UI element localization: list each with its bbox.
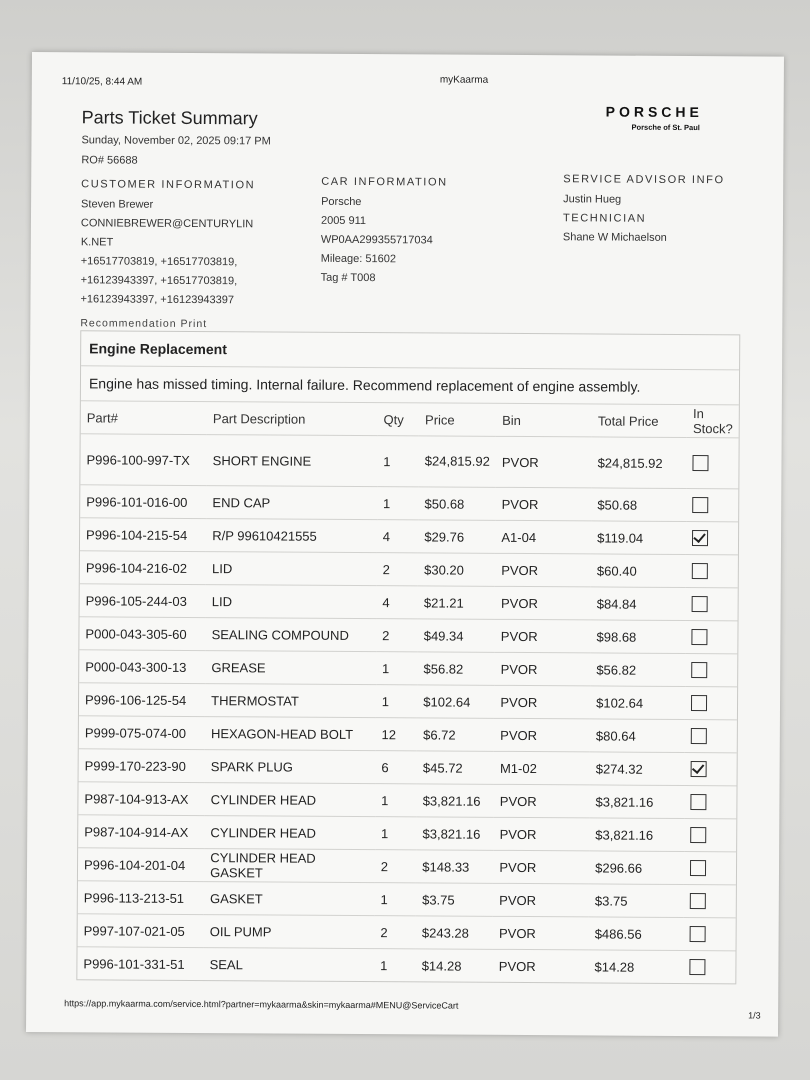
price-cell: $29.76 [418,520,495,553]
part-description-cell: CYLINDER HEAD GASKET [204,849,375,883]
bin-cell: PVOR [494,718,590,752]
bin-cell: PVOR [495,619,591,653]
col-in-stock: In Stock? [687,405,739,438]
price-cell: $243.28 [416,916,493,949]
bin-cell: PVOR [493,916,589,950]
bin-cell: PVOR [496,436,592,488]
recommendation-print-label: Recommendation Print [80,317,208,331]
recommendation-description: Engine has missed timing. Internal failure. Recommend replacement of engine assembly. [81,366,739,405]
part-number-cell: P000-043-305-60 [79,617,205,651]
qty-cell: 12 [375,718,417,751]
table-row [79,650,737,687]
qty-cell: 1 [377,487,419,520]
total-price-cell: $24,815.92 [591,437,686,489]
total-price-cell: $80.64 [590,719,685,753]
part-number-cell: P996-113-213-51 [78,881,204,915]
in-stock-checkbox[interactable] [693,455,709,471]
bin-cell: PVOR [496,487,592,521]
table-row [78,914,736,951]
in-stock-checkbox[interactable] [692,563,708,579]
price-cell: $148.33 [416,850,493,883]
total-price-cell: $296.66 [589,851,684,885]
price-cell: $45.72 [417,751,494,784]
part-number-cell: P997-107-021-05 [78,914,204,948]
in-stock-cell [684,950,736,983]
in-stock-cell [685,753,737,786]
in-stock-cell [684,852,736,885]
car-mileage: Mileage: 51602 [320,252,397,266]
part-description-cell: SEALING COMPOUND [206,618,377,652]
part-description-cell: CYLINDER HEAD [204,816,375,850]
qty-cell: 1 [376,685,418,718]
price-cell: $3.75 [416,883,493,916]
bin-cell: PVOR [494,784,590,818]
customer-email-line1: CONNIEBREWER@CENTURYLIN [80,217,254,231]
price-cell: $24,815.92 [419,436,496,487]
part-number-cell: P996-104-215-54 [80,518,206,552]
part-description-cell: OIL PUMP [204,915,375,949]
total-price-cell: $119.04 [591,521,686,555]
part-number-cell: P999-075-074-00 [79,716,205,750]
total-price-cell: $50.68 [591,488,686,522]
in-stock-checkbox[interactable] [692,629,708,645]
qty-cell: 6 [375,751,417,784]
table-row [80,551,738,588]
in-stock-cell [685,720,737,753]
col-price: Price [419,403,496,436]
part-number-cell: P987-104-914-AX [78,815,204,849]
bin-cell: PVOR [495,586,591,620]
part-number-cell: P996-100-997-TX [80,434,206,486]
recommendation-title: Engine Replacement [81,331,739,370]
technician-heading: TECHNICIAN [562,212,647,225]
col-qty: Qty [377,403,419,436]
qty-cell: 2 [376,619,418,652]
in-stock-cell [686,555,738,588]
part-description-cell: SEAL [209,956,243,972]
price-cell: $21.21 [418,586,495,619]
part-number-cell: P996-101-016-00 [80,485,206,519]
car-tag: Tag # T008 [320,271,376,285]
total-price-cell: $98.68 [590,620,685,654]
table-row [79,716,737,753]
table-row [80,485,738,522]
parts-table-body [77,434,738,984]
part-number-cell: P996-104-216-02 [80,551,206,585]
part-description-cell: GASKET [204,882,375,916]
part-description-cell: GREASE [205,651,376,685]
customer-phones-line1: +16517703819, +16517703819, [80,255,238,269]
price-cell: $50.68 [418,487,495,520]
in-stock-cell [685,687,737,720]
bin-cell: PVOR [495,652,591,686]
part-number-cell: P996-105-244-03 [80,584,206,618]
dealer-name: Porsche of St. Paul [631,122,700,133]
qty-cell: 2 [376,553,418,586]
total-price-cell: $102.64 [590,686,685,720]
price-cell: $102.64 [417,685,494,718]
in-stock-checkbox[interactable] [691,728,707,744]
qty-cell: 1 [376,652,418,685]
footer-page-number: 1/3 [748,1010,761,1021]
in-stock-checkbox[interactable] [692,596,708,612]
in-stock-cell [684,917,736,950]
ticket-date: Sunday, November 02, 2025 09:17 PM [81,134,271,148]
price-cell: $14.28 [421,957,462,974]
in-stock-cell [686,489,738,522]
part-number-cell: P996-101-331-51 [83,955,185,972]
bin-cell: PVOR [494,685,590,719]
qty-cell: 2 [375,850,417,883]
car-make: Porsche [321,195,362,209]
customer-email-line2: K.NET [80,236,114,249]
parts-table [77,401,739,983]
table-row [80,584,738,621]
advisor-heading: SERVICE ADVISOR INFO [563,173,725,187]
total-price-cell: $56.82 [590,653,685,687]
recommendation-card [76,330,740,984]
bin-cell: PVOR [495,553,591,587]
in-stock-checkbox[interactable] [690,893,706,909]
ro-number: RO# 56688 [81,154,138,167]
col-total-price: Total Price [592,404,687,437]
price-cell: $56.82 [417,652,494,685]
part-description-cell: LID [206,585,377,619]
table-row [78,848,736,885]
table-row [77,947,735,984]
in-stock-checkbox[interactable] [691,794,707,810]
part-number-cell: P996-104-201-04 [78,848,204,882]
page-title: Parts Ticket Summary [81,107,258,129]
qty-cell: 1 [377,436,419,487]
table-row [80,518,738,555]
table-row [78,881,736,918]
col-bin: Bin [496,404,592,437]
price-cell: $30.20 [418,553,495,586]
total-price-cell: $14.28 [594,958,635,975]
part-number-cell: P999-170-223-90 [79,749,205,783]
part-description-cell: THERMOSTAT [205,684,376,718]
table-row [78,815,736,852]
part-description-cell: LID [206,552,377,586]
table-row [79,749,737,786]
price-cell: $6.72 [417,718,494,751]
qty-cell: 1 [380,957,388,973]
part-description-cell: CYLINDER HEAD [205,783,376,817]
bin-cell: PVOR [498,958,536,974]
col-part-description: Part Description [207,402,378,436]
price-cell: $3,821.16 [416,817,493,850]
in-stock-cell [686,522,738,555]
bin-cell: PVOR [494,817,590,851]
part-description-cell: END CAP [206,486,377,520]
bin-cell: PVOR [493,850,589,884]
in-stock-checkbox[interactable] [690,959,706,975]
in-stock-cell [685,654,737,687]
customer-phones-line2: +16123943397, +16517703819, [80,274,238,288]
total-price-cell: $60.40 [591,554,686,588]
part-number-cell: P987-104-913-AX [78,782,204,816]
total-price-cell: $3.75 [589,884,684,918]
qty-cell: 4 [376,586,418,619]
bin-cell: M1-02 [494,751,590,785]
qty-cell: 1 [375,817,417,850]
in-stock-checkbox[interactable] [692,497,708,513]
in-stock-cell [685,786,737,819]
paper-sheet [26,52,784,1037]
in-stock-cell [687,438,739,489]
in-stock-cell [686,621,738,654]
in-stock-checkbox[interactable] [690,926,706,942]
print-datetime: 11/10/25, 8:44 AM [61,76,143,88]
in-stock-cell [684,819,736,852]
part-description-cell: SHORT ENGINE [207,435,378,487]
total-price-cell: $486.56 [589,917,684,951]
qty-cell: 4 [377,520,419,553]
car-vin: WP0AA299355717034 [320,233,433,247]
qty-cell: 2 [374,916,416,949]
in-stock-checkbox[interactable] [691,761,707,777]
part-number-cell: P000-043-300-13 [79,650,205,684]
technician-name: Shane W Michaelson [562,231,667,244]
part-description-cell: SPARK PLUG [205,750,376,784]
parts-table-header [81,401,739,438]
porsche-logo: PORSCHE [605,103,703,121]
part-number-cell: P996-106-125-54 [79,683,205,717]
qty-cell: 1 [375,784,417,817]
part-description-cell: R/P 99610421555 [206,519,377,553]
car-heading: CAR INFORMATION [321,175,448,189]
table-row [80,434,738,489]
advisor-name: Justin Hueg [563,193,622,206]
in-stock-checkbox[interactable] [690,827,706,843]
in-stock-checkbox[interactable] [691,695,707,711]
total-price-cell: $84.84 [591,587,686,621]
in-stock-checkbox[interactable] [691,662,707,678]
bin-cell: PVOR [493,883,589,917]
total-price-cell: $3,821.16 [589,785,684,819]
car-model: 2005 911 [320,214,367,228]
qty-cell: 1 [374,883,416,916]
total-price-cell: $274.32 [590,752,685,786]
price-cell: $49.34 [418,619,495,652]
table-row [78,782,736,819]
footer-url: https://app.mykaarma.com/service.html?partner=mykaarma&skin=mykaarma#MENU@ServiceCart [64,998,459,1011]
customer-name: Steven Brewer [81,198,154,211]
table-row [79,617,737,654]
col-part-number: Part# [81,401,207,434]
print-site-name: myKaarma [439,74,489,86]
total-price-cell: $3,821.16 [589,818,684,852]
in-stock-cell [684,884,736,917]
table-row [79,683,737,720]
in-stock-checkbox[interactable] [692,530,708,546]
customer-heading: CUSTOMER INFORMATION [81,178,256,192]
in-stock-checkbox[interactable] [690,860,706,876]
part-description-cell: HEXAGON-HEAD BOLT [205,717,376,751]
bin-cell: A1-04 [495,520,591,554]
price-cell: $3,821.16 [417,784,494,817]
in-stock-cell [686,588,738,621]
customer-phones-line3: +16123943397, +16123943397 [80,293,235,307]
